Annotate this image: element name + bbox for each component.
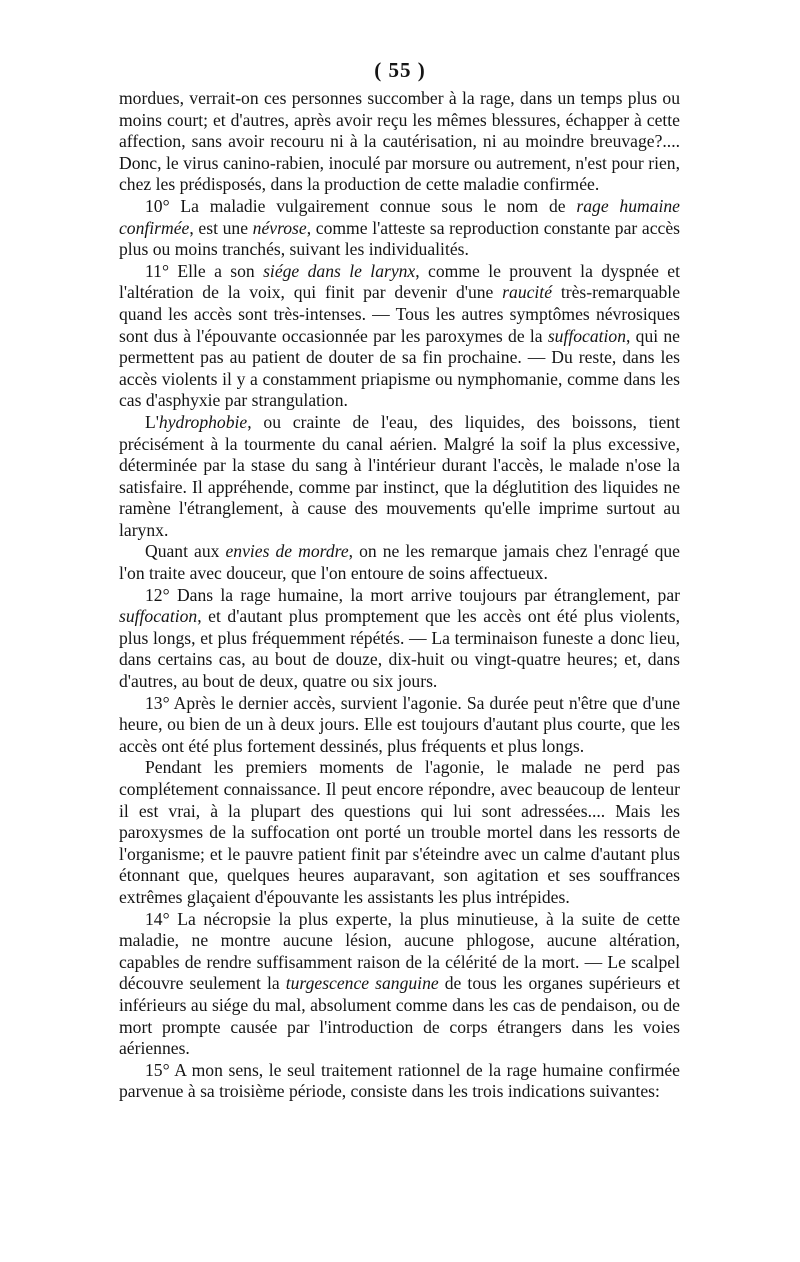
italic-text: rage humaine confirmée <box>119 195 680 238</box>
italic-text: hydrophobie <box>158 411 248 432</box>
italic-text: raucité <box>502 282 553 303</box>
paragraph <box>119 909 680 1060</box>
italic-text: suffocation <box>119 606 198 627</box>
paragraph <box>119 88 680 196</box>
paragraph <box>119 693 680 758</box>
text-run: 13° Après le dernier accès, survient l'agonie. Sa durée peut n'être que d'une heure, ou bien de un à deux jours. Elle est toujours d'autant plus courte, que les accès ont été plus fortement dessinés, plus fréquents et plus longs. <box>119 692 680 756</box>
text-run: , est une <box>189 217 253 238</box>
text-run: 11° Elle a son <box>145 260 264 281</box>
text-run: , comme l'atteste sa reproduction constante par accès plus ou moins tranchés, suivant les individualités. <box>119 217 680 260</box>
paragraph <box>119 196 680 261</box>
text-run: de tous les organes supérieurs et inférieurs au siége du mal, absolument comme dans les cas de pendaison, ou de mort prompte causée par l'introduction de corps étrangers dans les voies aériennes. <box>119 973 680 1059</box>
paragraph <box>119 261 680 412</box>
paragraph <box>119 585 680 693</box>
italic-text: siége dans le larynx <box>263 260 416 281</box>
text-run: 14° La nécropsie la plus experte, la plus minutieuse, à la suite de cette maladie, ne montre aucune lésion, aucune phlogose, aucune altération, capables de rendre suffisamment raison de la célérité de la mort. — Le scalpel découvre seulement la <box>119 908 680 994</box>
page-number: ( 55 ) <box>374 58 426 82</box>
text-run: L' <box>145 411 159 432</box>
paragraph <box>119 412 680 542</box>
text-run: 12° Dans la rage humaine, la mort arrive toujours par étranglement, par <box>145 584 680 605</box>
text-run: , qui ne permettent pas au patient de douter de sa fin prochaine. — Du reste, dans les accès violents il y a constamment priapisme ou nymphomanie, comme dans les cas d'asphyxie par strangulation. <box>119 325 680 411</box>
text-run: mordues, verrait-on ces personnes succomber à la rage, dans un temps plus ou moins court; et d'autres, après avoir reçu les mêmes blessures, échapper à cette affection, sans avoir recouru ni à la cautérisation, ni au moindre breuvage?.... Donc, le virus canino-rabien, inoculé par morsure ou autrement, n'est pour rien, chez les prédisposés, dans la production de cette maladie confirmée. <box>119 88 680 195</box>
text-run: , comme le prouvent la dyspnée et l'altération de la voix, qui finit par devenir d'une <box>119 260 680 303</box>
text-run: 15° A mon sens, le seul traitement rationnel de la rage humaine confirmée parvenue à sa troisième période, consiste dans les trois indications suivantes: <box>119 1059 680 1102</box>
text-run: Pendant les premiers moments de l'agonie, le malade ne perd pas complétement connaissance. Il peut encore répondre, avec beaucoup de lenteur il est vrai, à la plupart des questions qui lui sont adressées.... Mais les paroxysmes de la suffocation ont porté un trouble mortel dans les ressorts de l'organisme; et le pauvre patient finit par s'éteindre avec un calme d'autant plus étonnant que, quelques heures auparavant, son agitation et ses souffrances extrêmes glaçaient d'épouvante les assistants les plus intrépides. <box>119 757 680 907</box>
text-run: 10° La maladie vulgairement connue sous le nom de <box>145 195 577 216</box>
text-run: , et d'autant plus promptement que les accès ont été plus violents, plus longs, et plus fréquemment répétés. — La terminaison funeste a donc lieu, dans certains cas, au bout de douze, dix-huit ou vingt-quatre heures; et, dans d'autres, au bout de deux, quatre ou six jours. <box>119 606 680 692</box>
italic-text: envies de mordre <box>225 541 349 562</box>
paragraph <box>119 541 680 584</box>
text-run: , ou crainte de l'eau, des liquides, des boissons, tient précisément à la tourmente du canal aérien. Malgré la soif la plus excessive, déterminée par la stase du sang à l'intérieur durant l'accès, le malade n'ose la satisfaire. Il appréhende, comme par instinct, que la déglutition des liquides ne ramène l'étranglement, à cause des mouvements qu'elle imprime surtout au larynx. <box>119 411 680 540</box>
paragraph <box>119 1060 680 1103</box>
text-run: , on ne les remarque jamais chez l'enragé que l'on traite avec douceur, que l'on entoure de soins affectueux. <box>119 541 680 584</box>
italic-text: suffocation <box>547 325 627 346</box>
italic-text: turgescence sanguine <box>285 973 439 994</box>
italic-text: névrose <box>252 217 307 238</box>
paragraph <box>119 757 680 908</box>
body-text <box>119 88 680 1103</box>
text-run: très-remarquable quand les accès sont très-intenses. — Tous les autres symptômes névrosiques sont dus à l'épouvante occasionnée par les paroxymes de la <box>119 282 681 346</box>
text-run: Quant aux <box>145 541 226 562</box>
